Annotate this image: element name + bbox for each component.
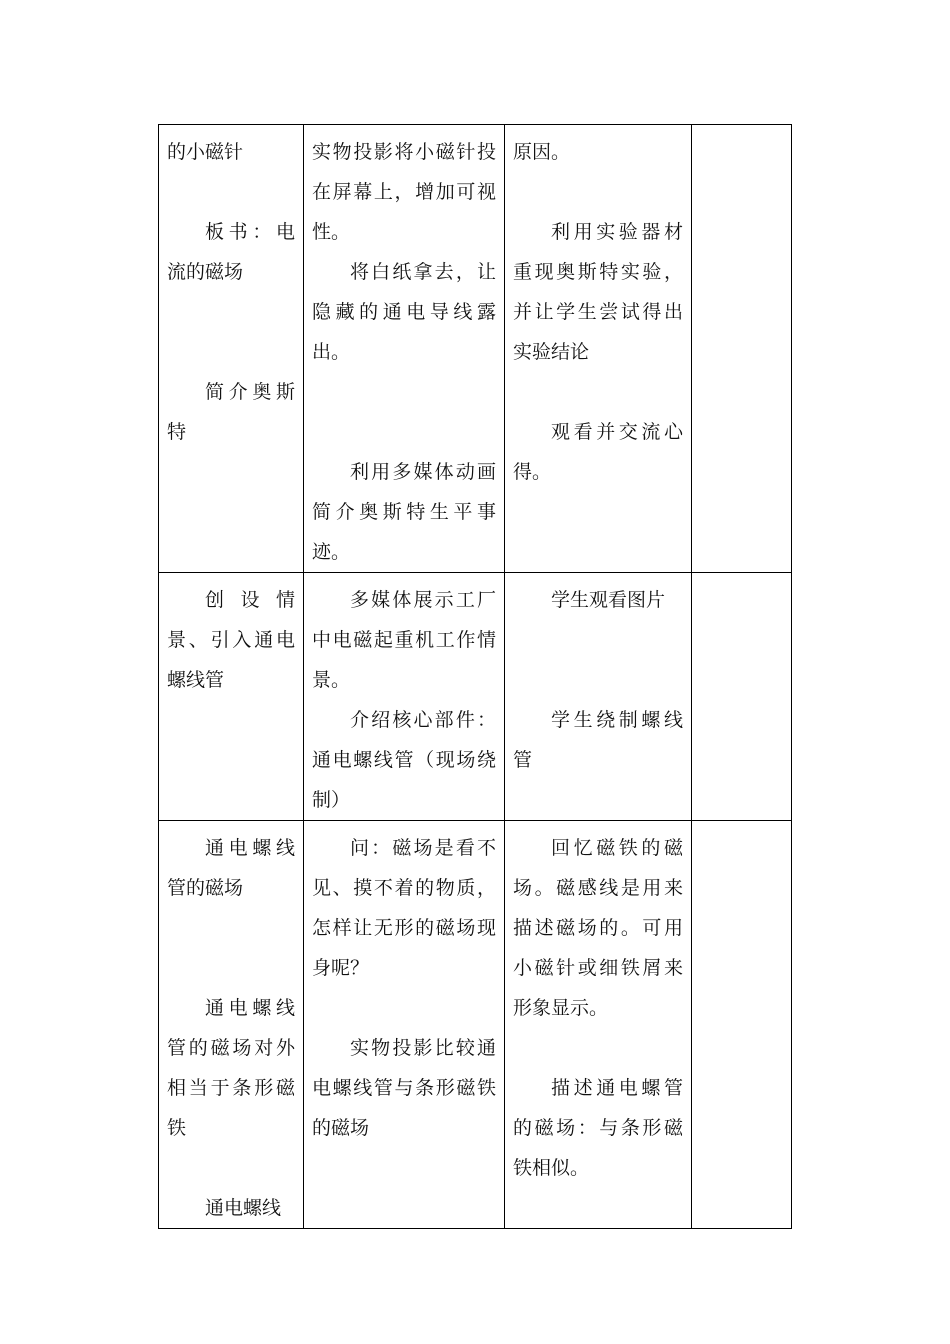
cell-text: 创设情景、引入通电螺线管 bbox=[167, 589, 295, 691]
cell-text: 多媒体展示工厂中电磁起重机工作情景。 bbox=[312, 589, 496, 691]
lesson-plan-table bbox=[158, 124, 792, 1229]
cell-text: 原因。 bbox=[513, 141, 571, 163]
table-cell-activity bbox=[159, 573, 304, 821]
table-row bbox=[159, 125, 792, 573]
cell-text: 将白纸拿去，让隐藏的通电导线露出。 bbox=[312, 261, 496, 363]
table-row bbox=[159, 573, 792, 821]
cell-text: 通电螺线管的磁场 bbox=[167, 837, 295, 899]
cell-text: 介绍核心部件：通电螺线管（现场绕制） bbox=[312, 709, 496, 811]
table-cell-teacher bbox=[304, 573, 505, 821]
cell-text: 实物投影将小磁针投在屏幕上，增加可视性。 bbox=[312, 141, 496, 243]
table-cell-student bbox=[505, 573, 692, 821]
table-cell-notes bbox=[692, 573, 792, 821]
cell-text: 利用实验器材重现奥斯特实验，并让学生尝试得出实验结论 bbox=[513, 221, 683, 363]
table-cell-notes bbox=[692, 821, 792, 1229]
cell-text: 回忆磁铁的磁场。磁感线是用来描述磁场的。可用小磁针或细铁屑来形象显示。 bbox=[513, 837, 683, 1019]
table-cell-teacher bbox=[304, 821, 505, 1229]
table-cell-teacher bbox=[304, 125, 505, 573]
cell-text: 描述通电螺管的磁场：与条形磁铁相似。 bbox=[513, 1077, 683, 1179]
cell-text: 学生观看图片 bbox=[551, 589, 666, 611]
cell-text: 简介奥斯特 bbox=[167, 381, 295, 443]
cell-text: 实物投影比较通电螺线管与条形磁铁的磁场 bbox=[312, 1037, 496, 1139]
cell-text: 问：磁场是看不见、摸不着的物质，怎样让无形的磁场现身呢？ bbox=[312, 837, 496, 979]
cell-text: 的小磁针 bbox=[167, 141, 244, 163]
cell-text: 利用多媒体动画简介奥斯特生平事迹。 bbox=[312, 461, 496, 563]
cell-text: 通电螺线 bbox=[205, 1197, 282, 1219]
cell-text: 学生绕制螺线管 bbox=[513, 709, 683, 771]
table-cell-student bbox=[505, 125, 692, 573]
table-cell-activity bbox=[159, 125, 304, 573]
table-cell-student bbox=[505, 821, 692, 1229]
cell-text: 板书：电流的磁场 bbox=[167, 221, 295, 283]
cell-text: 观看并交流心得。 bbox=[513, 421, 683, 483]
cell-text: 通电螺线管的磁场对外相当于条形磁铁 bbox=[167, 997, 295, 1139]
table-cell-activity bbox=[159, 821, 304, 1229]
table-cell-notes bbox=[692, 125, 792, 573]
table-row bbox=[159, 821, 792, 1229]
